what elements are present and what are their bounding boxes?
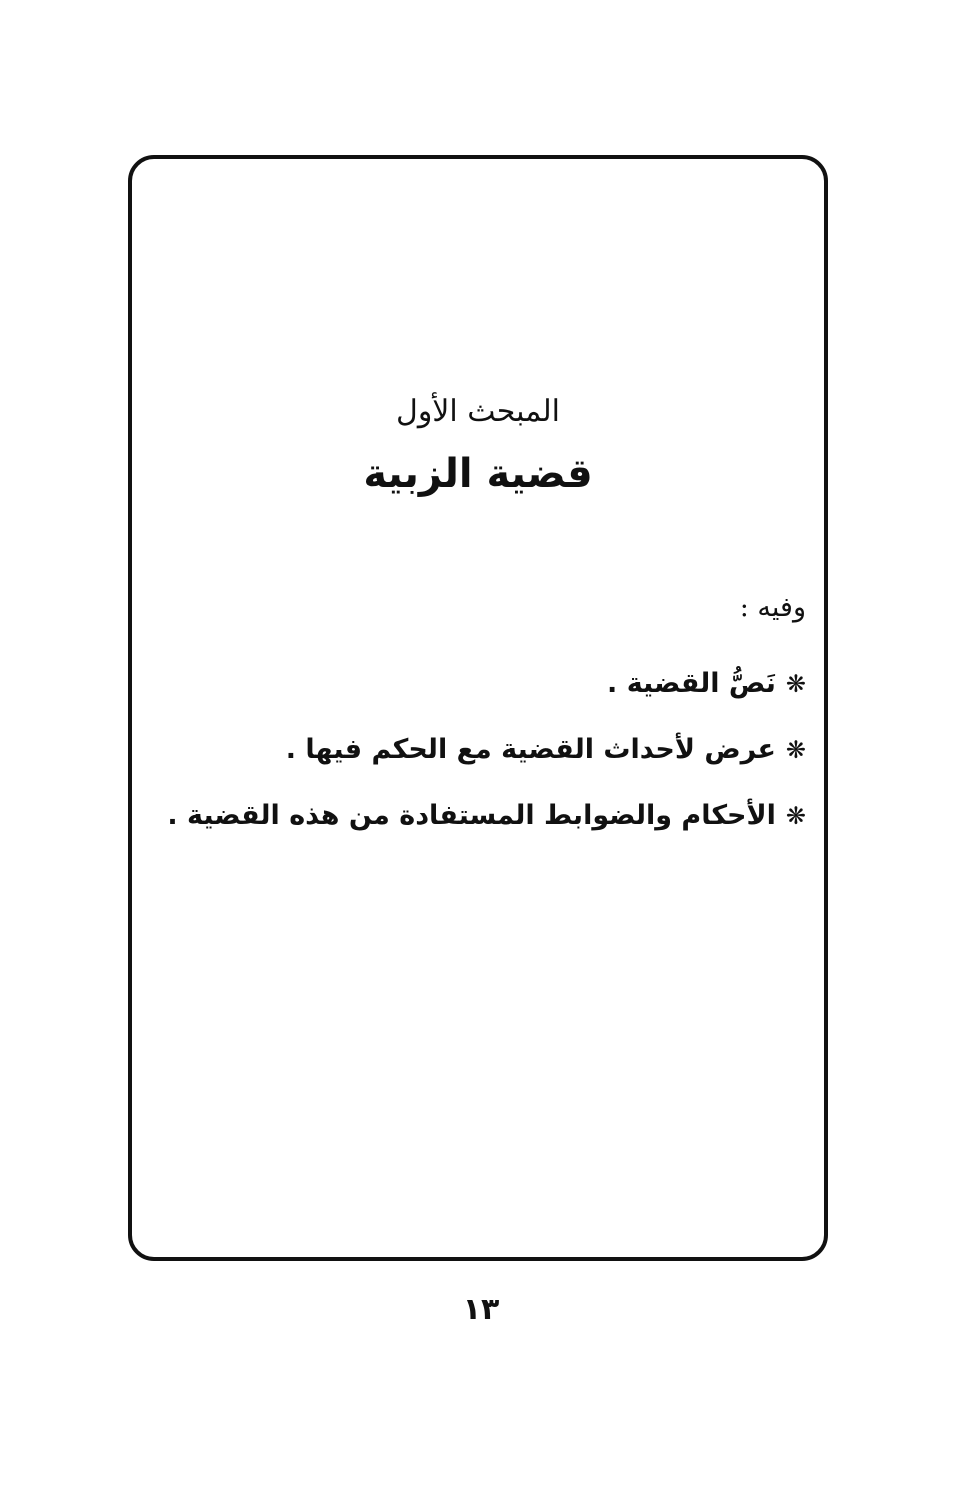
list-item-text: الأحكام والضوابط المستفادة من هذه القضية . — [167, 800, 776, 831]
asterisk-bullet-icon: ❋ — [785, 670, 806, 698]
list-item-text: عرض لأحداث القضية مع الحكم فيها . — [285, 734, 776, 765]
section-label: المبحث الأول — [396, 394, 560, 429]
page-number: ١٣ — [462, 1292, 500, 1327]
list-item-text: نَصُّ القضية . — [607, 668, 776, 699]
asterisk-bullet-icon: ❋ — [785, 802, 806, 830]
section-title: قضية الزبية — [363, 451, 593, 497]
contents-intro: وفيه : — [739, 592, 806, 623]
list-item — [206, 728, 806, 772]
asterisk-bullet-icon: ❋ — [785, 736, 806, 764]
list-item — [167, 794, 806, 838]
contents-list — [167, 662, 806, 860]
list-item — [206, 662, 806, 706]
